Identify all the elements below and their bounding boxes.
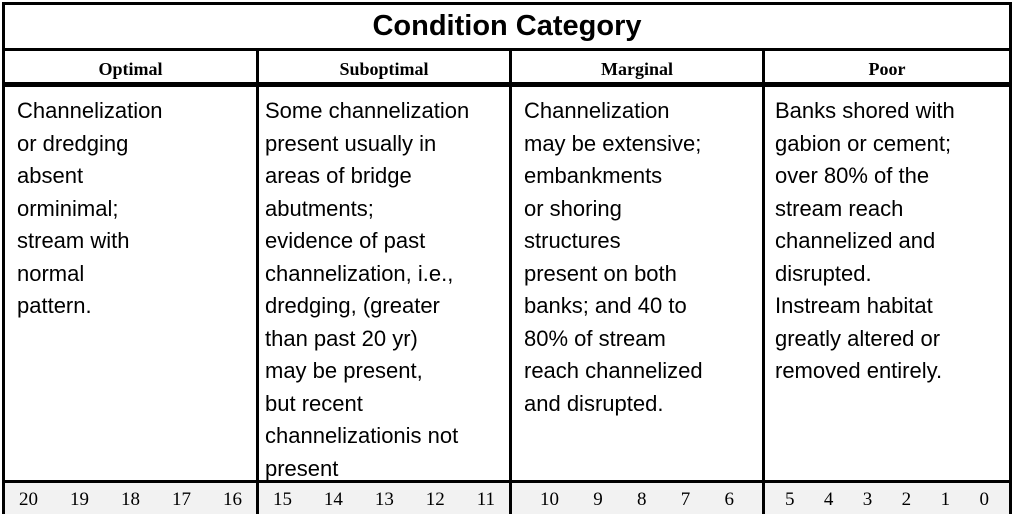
description-poor-text: Banks shored with gabion or cement; over 80% of the stream reach channelized and disrupted. Instream habitat greatly altered or removed entirely. (775, 98, 955, 383)
score-value: 0 (979, 488, 989, 510)
description-row (5, 87, 1009, 483)
scores-optimal (5, 483, 259, 514)
score-value: 20 (19, 488, 38, 510)
score-row (5, 483, 1009, 514)
scores-poor (765, 483, 1009, 514)
description-suboptimal (259, 87, 512, 480)
score-value: 6 (724, 488, 734, 510)
score-value: 3 (862, 488, 873, 510)
score-value: 8 (637, 488, 647, 510)
description-optimal-text: Channelization or dredging absent orminimal; stream with normal pattern. (17, 98, 163, 318)
header-marginal: Marginal (512, 51, 765, 82)
description-marginal-text: Channelization may be extensive; embankments or shoring structures present on both banks; and 40 to 80% of stream reach channelized and disrupted. (524, 98, 703, 416)
description-suboptimal-text: Some channelization present usually in areas of bridge abutments; evidence of past channelization, i.e., dredging, (greater than past 20 yr) may be present, but recent channelizationis not present (265, 98, 470, 481)
score-value: 2 (901, 488, 912, 510)
score-value: 19 (70, 488, 89, 510)
score-value: 7 (680, 488, 691, 510)
description-marginal (512, 87, 765, 480)
score-value: 10 (540, 488, 559, 510)
scores-suboptimal (259, 483, 512, 514)
header-optimal: Optimal (5, 51, 259, 82)
header-suboptimal: Suboptimal (259, 51, 512, 82)
header-row (5, 51, 1009, 87)
score-value: 9 (593, 488, 603, 510)
score-value: 17 (172, 488, 191, 510)
score-value: 5 (785, 488, 795, 510)
score-value: 15 (273, 488, 292, 510)
score-value: 12 (425, 488, 445, 510)
condition-category-table (2, 2, 1012, 514)
description-poor (765, 87, 1009, 480)
score-value: 13 (374, 488, 394, 510)
score-value: 4 (823, 488, 834, 510)
table-title: Condition Category (5, 5, 1009, 51)
score-value: 1 (940, 488, 951, 510)
header-poor: Poor (868, 59, 906, 79)
score-value: 16 (223, 488, 242, 510)
description-optimal (5, 87, 259, 480)
score-value: 14 (323, 488, 343, 510)
score-value: 18 (121, 488, 140, 510)
score-value: 11 (476, 488, 495, 510)
scores-marginal (512, 483, 765, 514)
